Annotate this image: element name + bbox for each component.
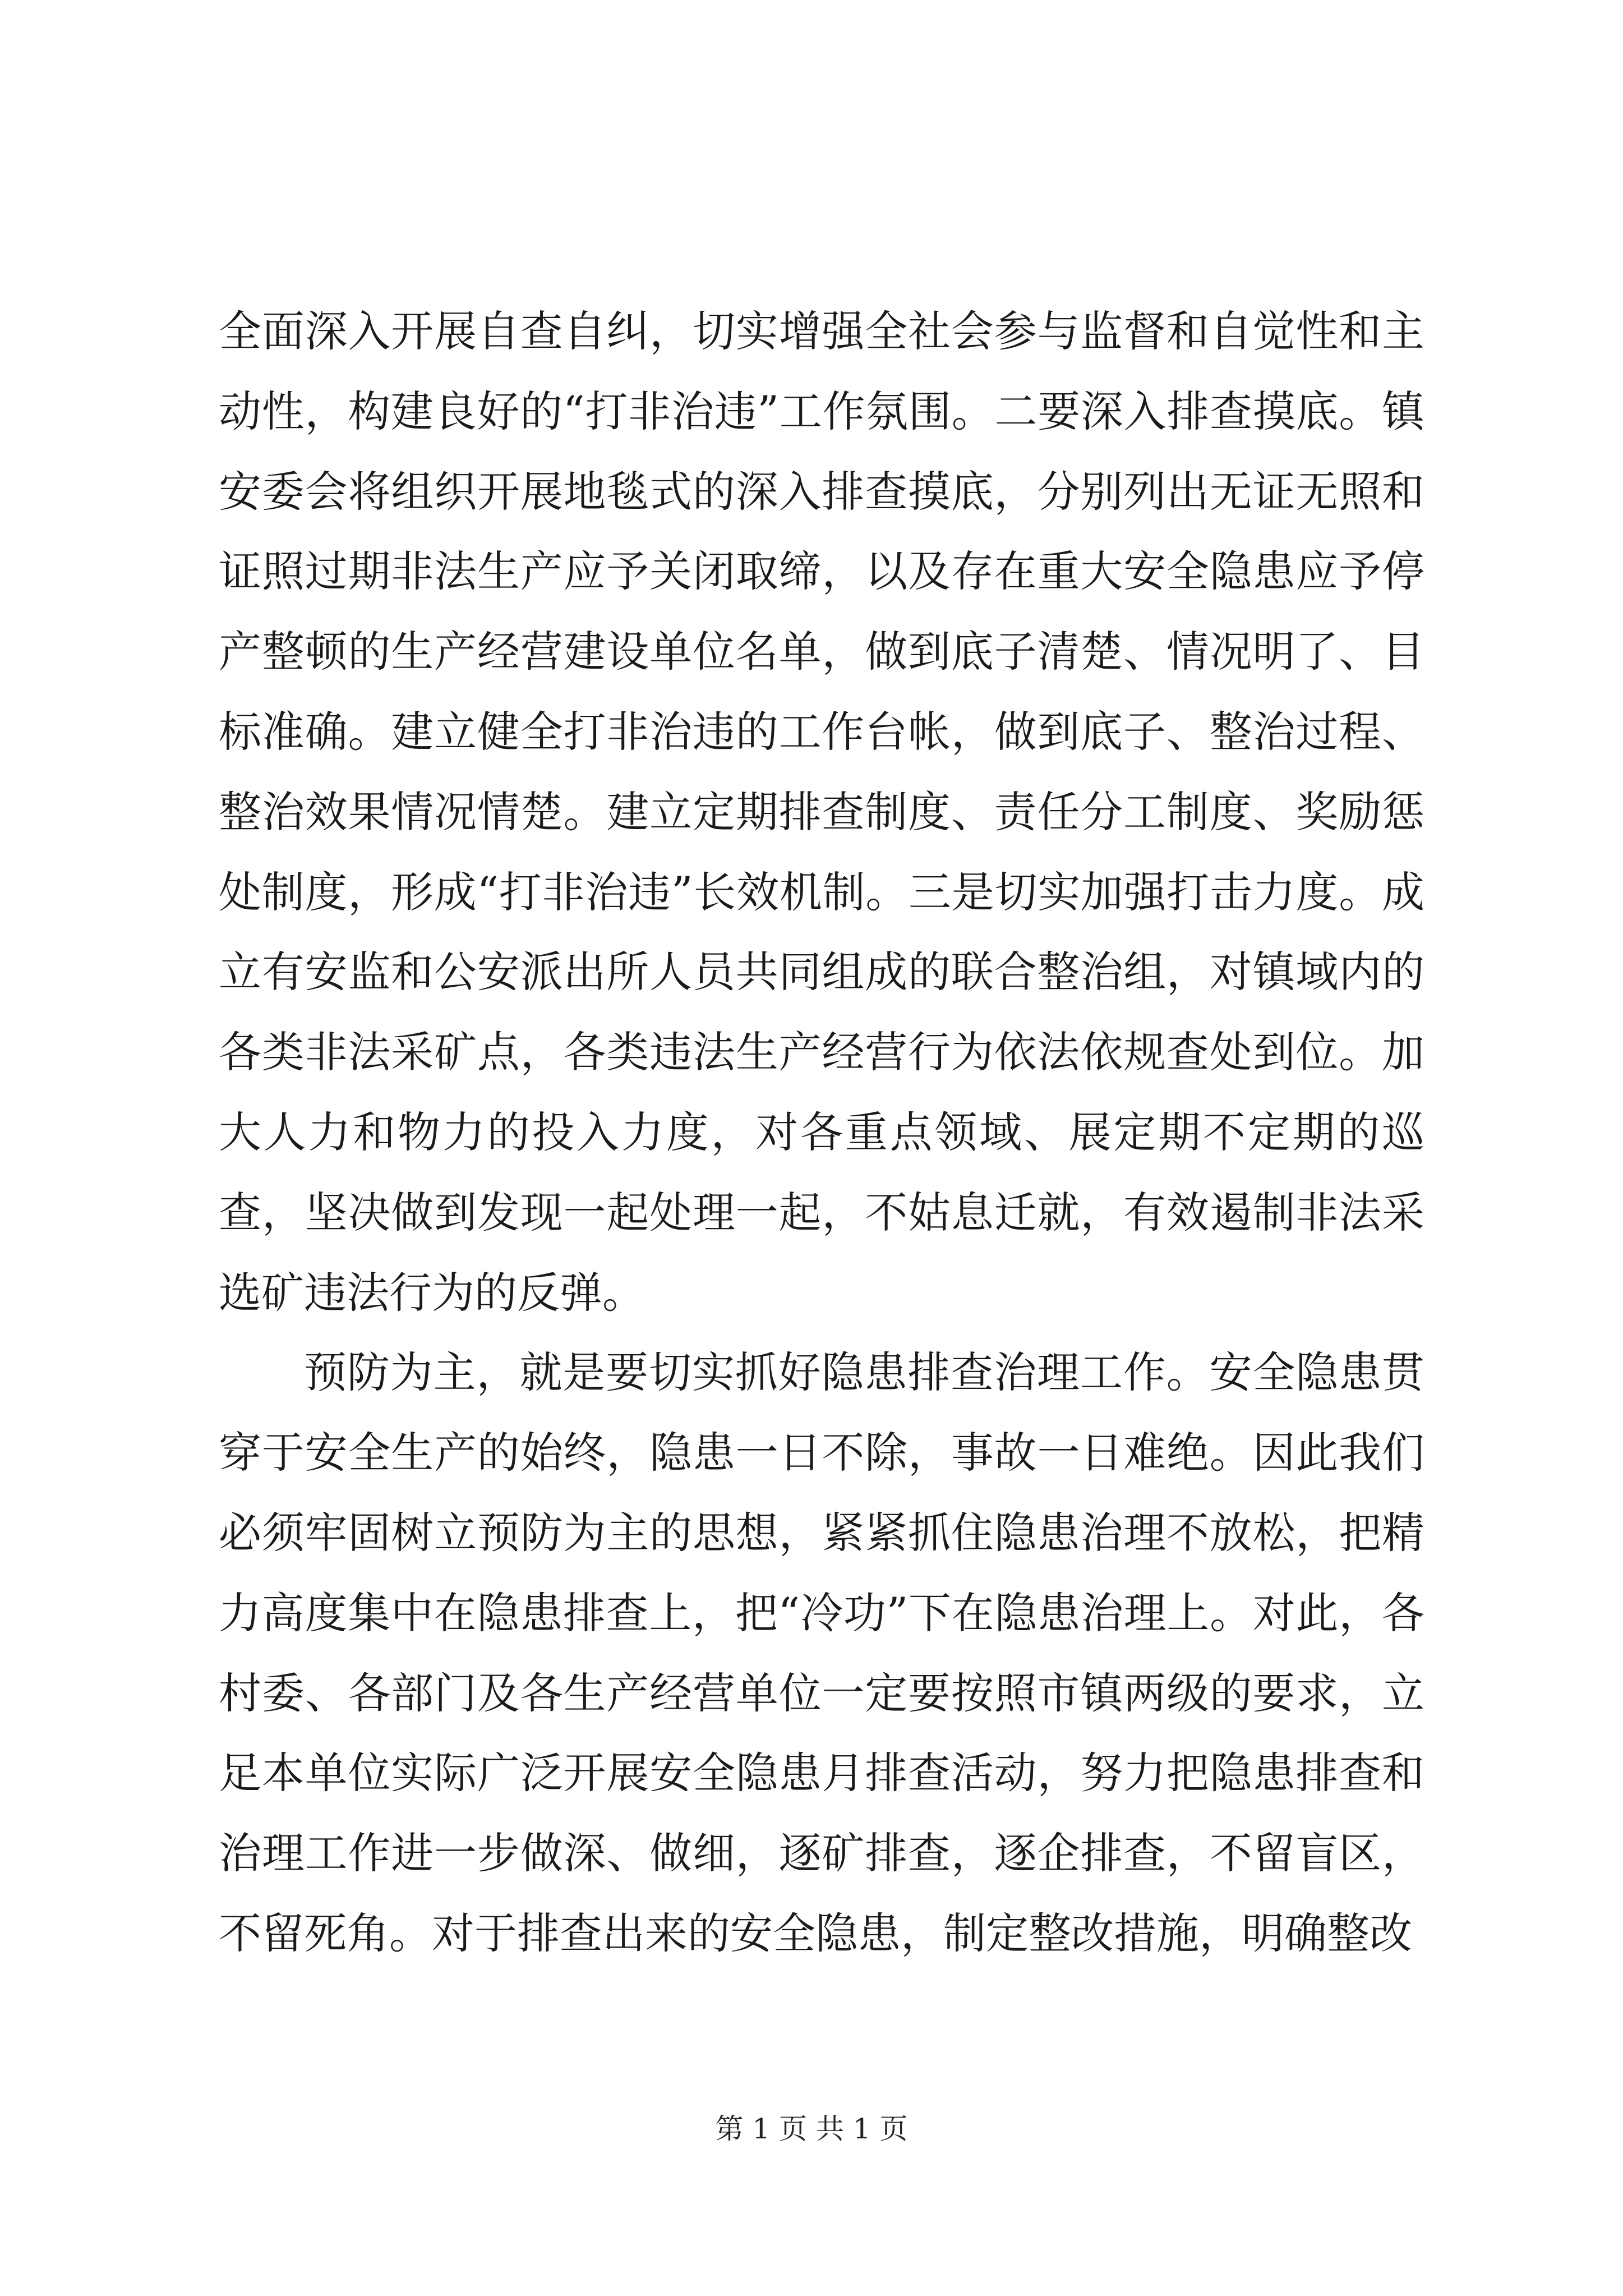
paragraph-continuation: 全面深入开展自查自纠，切实增强全社会参与监督和自觉性和主动性，构建良好的“打非治违”工作氛围。二要深入排查摸底。镇安委会将组织开展地毯式的深入排查摸底，分别列出无证无照和证照过期非法生产应予关闭取缔，以及存在重大安全隐患应予停产整顿的生产经营建设单位名单，做到底子清楚、情况明了、目标准确。建立健全打非治违的工作台帐，做到底子、整治过程、整治效果情况情楚。建立定期排查制度、责任分工制度、奖励惩处制度，形成“打非治违”长效机制。三是切实加强打击力度。成立有安监和公安派出所人员共同组成的联合整治组，对镇域内的各类非法采矿点，各类违法生产经营行为依法依规查处到位。加大人力和物力的投入力度，对各重点领域、展定期不定期的巡查，坚决做到发现一起处理一起，不姑息迁就，有效遏制非法采选矿违法行为的反弹。 <box>219 306 1424 1318</box>
paragraph-prevention: 预防为主，就是要切实抓好隐患排查治理工作。安全隐患贯穿于安全生产的始终，隐患一日不除，事故一日难绝。因此我们必须牢固树立预防为主的思想，紧紧抓住隐患治理不放松，把精力高度集中在隐患排查上，把“冷功”下在隐患治理上。对此，各村委、各部门及各生产经营单位一定要按照市镇两级的要求，立足本单位实际广泛开展安全隐患月排查活动，努力把隐患排查和治理工作进一步做深、做细，逐矿排查，逐企排查，不留盲区，不留死角。对于排查出来的安全隐患，制定整改措施，明确整改 <box>219 1347 1424 1958</box>
document-body <box>219 292 1424 1974</box>
page-footer: 第 1 页 共 1 页 <box>715 2113 908 2145</box>
